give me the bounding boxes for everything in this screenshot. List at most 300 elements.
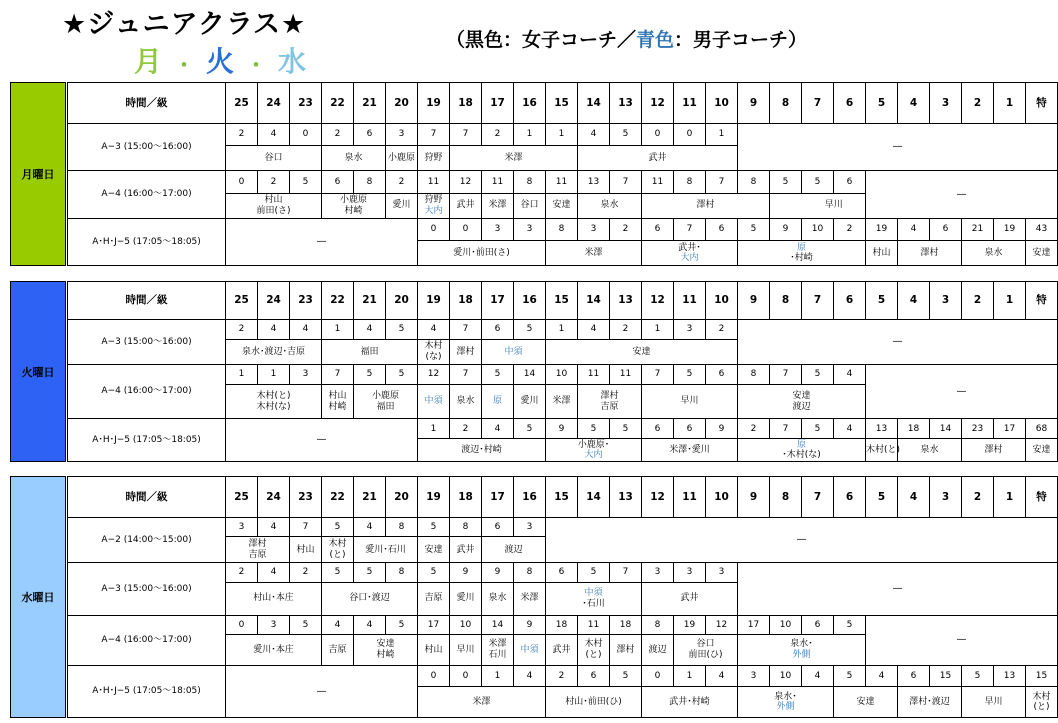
student-count: 6 (578, 665, 610, 687)
legend-pre: （黒色：女子コーチ／ (446, 29, 637, 51)
grade-header-row (68, 83, 1058, 124)
coach-cell (418, 439, 546, 462)
grade-header: 19 (418, 477, 450, 518)
student-count: 4 (578, 319, 610, 339)
student-count: 68 (1026, 419, 1058, 439)
student-count: 2 (482, 123, 514, 146)
coach-cell (962, 687, 1026, 718)
grade-header: 1 (994, 83, 1026, 124)
coach-name: 米澤 (504, 152, 523, 163)
student-count: 0 (418, 218, 450, 241)
count-row (68, 517, 1058, 536)
coach-cell (578, 384, 642, 419)
grade-header: 20 (386, 83, 418, 124)
student-count: 6 (930, 218, 962, 241)
coach-name: 愛川 (520, 396, 539, 407)
coach-cell (418, 339, 450, 364)
grade-header: 18 (450, 83, 482, 124)
student-count: 0 (290, 123, 322, 146)
grade-header: 17 (482, 282, 514, 320)
student-count: 5 (354, 563, 386, 582)
count-row (68, 123, 1058, 146)
grade-header-row (68, 282, 1058, 320)
grade-header: 25 (226, 83, 258, 124)
coach-cell (834, 687, 898, 718)
coach-cell (418, 146, 450, 171)
student-count: 8 (738, 364, 770, 384)
coach-name: 木村 (1032, 691, 1051, 702)
grade-header: 特 (1026, 83, 1058, 124)
coach-cell (482, 634, 514, 665)
student-count: 11 (642, 171, 674, 194)
no-class-dash: — (226, 419, 418, 462)
student-count: 10 (770, 615, 802, 634)
student-count: 3 (642, 563, 674, 582)
coach-name: (な) (425, 351, 442, 362)
student-count: 5 (802, 364, 834, 384)
student-count: 5 (290, 615, 322, 634)
coach-name: 澤村 (600, 391, 619, 402)
student-count: 1 (514, 123, 546, 146)
student-count: 5 (834, 665, 866, 687)
coach-cell (514, 634, 546, 665)
student-count: 11 (482, 171, 514, 194)
no-class-dash: — (866, 615, 1058, 665)
coach-name: 渡辺･村崎 (461, 444, 502, 455)
student-count: 5 (418, 563, 450, 582)
coach-cell (322, 339, 418, 364)
grade-header: 9 (738, 477, 770, 518)
student-count: 15 (930, 665, 962, 687)
student-count: 14 (514, 364, 546, 384)
coach-cell (546, 634, 578, 665)
grade-header: 1 (994, 477, 1026, 518)
grade-header: 24 (258, 477, 290, 518)
coach-cell (418, 384, 450, 419)
student-count: 2 (450, 419, 482, 439)
grade-header: 12 (642, 282, 674, 320)
coach-name: 吉原 (328, 644, 347, 655)
coach-cell (738, 634, 866, 665)
student-count: 5 (578, 419, 610, 439)
day-band: 月曜日 (10, 82, 66, 266)
student-count: 10 (450, 615, 482, 634)
coach-cell (450, 339, 482, 364)
student-count: 17 (994, 419, 1026, 439)
coach-cell (450, 384, 482, 419)
coach-name: 泉水 (456, 396, 475, 407)
coach-name: 谷口 (520, 200, 539, 211)
student-count: 5 (962, 665, 994, 687)
student-count: 6 (322, 171, 354, 194)
student-count: 1 (706, 123, 738, 146)
grade-header: 11 (674, 282, 706, 320)
student-count: 12 (418, 364, 450, 384)
student-count: 5 (354, 364, 386, 384)
coach-cell (514, 384, 546, 419)
coach-color-legend (446, 25, 807, 52)
class-time: A−2 (14:00〜15:00) (68, 517, 226, 562)
coach-name: ･石川 (582, 598, 605, 609)
coach-name: 武井 (456, 544, 475, 555)
student-count: 8 (642, 615, 674, 634)
coach-cell (546, 582, 642, 615)
student-count: 3 (674, 319, 706, 339)
student-count: 3 (578, 218, 610, 241)
student-count: 1 (322, 319, 354, 339)
coach-name: 愛川･前田(さ) (453, 247, 510, 258)
student-count: 4 (258, 517, 290, 536)
no-class-dash: — (738, 123, 1058, 170)
grade-header: 3 (930, 282, 962, 320)
student-count: 0 (418, 665, 450, 687)
student-count: 11 (546, 171, 578, 194)
count-row (68, 364, 1058, 384)
coach-name: 泉水 (920, 444, 939, 455)
monday-schedule (10, 82, 1051, 266)
student-count: 2 (546, 665, 578, 687)
student-count: 5 (738, 218, 770, 241)
coach-cell (226, 384, 322, 419)
student-count: 12 (450, 171, 482, 194)
coach-name: 村山 (872, 247, 891, 258)
coach-name: 村山･本庄 (253, 593, 294, 604)
coach-name: 泉水･ (774, 691, 797, 702)
coach-name: 小鹿原 (387, 152, 415, 163)
student-count: 13 (578, 171, 610, 194)
coach-cell (738, 384, 866, 419)
coach-name: 武井 (680, 593, 699, 604)
coach-cell (546, 439, 642, 462)
count-row (68, 319, 1058, 339)
coach-name: 泉水･ (790, 639, 813, 650)
student-count: 8 (514, 563, 546, 582)
class-time: A−3 (15:00〜16:00) (68, 123, 226, 170)
student-count: 2 (610, 218, 642, 241)
coach-cell (418, 582, 450, 615)
grade-header: 16 (514, 282, 546, 320)
coach-cell (322, 582, 418, 615)
coach-name: 渡辺 (504, 544, 523, 555)
student-count: 11 (610, 364, 642, 384)
coach-cell (610, 634, 642, 665)
student-count: 7 (418, 123, 450, 146)
student-count: 3 (514, 517, 546, 536)
coach-name: 武井 (648, 152, 667, 163)
grade-header: 4 (898, 477, 930, 518)
coach-cell (1026, 687, 1058, 718)
coach-name: 早川 (984, 696, 1003, 707)
count-row (68, 665, 1058, 687)
grade-header: 23 (290, 83, 322, 124)
student-count: 8 (354, 171, 386, 194)
grade-header: 19 (418, 83, 450, 124)
male-coach-name: 大内 (680, 253, 699, 264)
student-count: 7 (770, 364, 802, 384)
student-count: 11 (578, 615, 610, 634)
student-count: 4 (898, 218, 930, 241)
student-count: 9 (450, 563, 482, 582)
student-count: 18 (898, 419, 930, 439)
class-time: A−4 (16:00〜17:00) (68, 171, 226, 218)
student-count: 17 (418, 615, 450, 634)
coach-cell (578, 193, 642, 218)
day-label: 月 (134, 45, 163, 78)
grade-header: 11 (674, 477, 706, 518)
coach-name: 渡辺 (648, 644, 667, 655)
student-count: 7 (706, 171, 738, 194)
coach-cell (226, 146, 322, 171)
student-count: 5 (802, 419, 834, 439)
coach-name: 愛川 (392, 200, 411, 211)
grade-header: 17 (482, 83, 514, 124)
coach-name: 安達 (552, 200, 571, 211)
legend-post: ：男子コーチ） (674, 29, 808, 51)
student-count: 5 (610, 419, 642, 439)
student-count: 10 (802, 218, 834, 241)
student-count: 9 (546, 419, 578, 439)
coach-cell (450, 193, 482, 218)
grade-header: 24 (258, 83, 290, 124)
coach-cell (738, 439, 866, 462)
student-count: 2 (290, 563, 322, 582)
coach-name: 吉原 (248, 549, 267, 560)
student-count: 6 (354, 123, 386, 146)
class-time: A−3 (15:00〜16:00) (68, 563, 226, 615)
coach-cell (450, 582, 482, 615)
student-count: 2 (226, 123, 258, 146)
coach-name: 木村(と) (866, 444, 901, 455)
coach-cell (450, 634, 482, 665)
grade-header: 14 (578, 477, 610, 518)
student-count: 4 (354, 319, 386, 339)
student-count: 5 (418, 517, 450, 536)
coach-cell (514, 193, 546, 218)
coach-cell (354, 384, 418, 419)
coach-cell (642, 439, 738, 462)
coach-cell (386, 193, 418, 218)
student-count: 6 (898, 665, 930, 687)
coach-name: 安達 (1032, 247, 1051, 258)
student-count: 23 (962, 419, 994, 439)
student-count: 1 (546, 319, 578, 339)
coach-name: 泉水 (984, 247, 1003, 258)
coach-cell (322, 537, 354, 563)
coach-name: 村崎 (344, 205, 363, 216)
grade-header: 20 (386, 282, 418, 320)
student-count: 9 (482, 563, 514, 582)
day-band: 水曜日 (10, 476, 66, 718)
grade-header: 15 (546, 282, 578, 320)
coach-name: 澤村 (920, 247, 939, 258)
student-count: 6 (706, 364, 738, 384)
wednesday-schedule (10, 476, 1051, 718)
coach-name: 村崎 (376, 649, 395, 660)
coach-cell (418, 687, 546, 718)
coach-cell (770, 193, 898, 218)
student-count: 7 (610, 171, 642, 194)
coach-name: 泉水 (600, 200, 619, 211)
grade-header: 10 (706, 83, 738, 124)
grade-header: 特 (1026, 282, 1058, 320)
grade-header: 22 (322, 83, 354, 124)
student-count: 4 (258, 563, 290, 582)
student-count: 7 (322, 364, 354, 384)
coach-cell (482, 537, 546, 563)
coach-cell (226, 193, 322, 218)
student-count: 8 (674, 171, 706, 194)
male-coach-name: 原 (796, 242, 806, 253)
coach-cell (738, 687, 834, 718)
student-count: 4 (322, 615, 354, 634)
coach-name: 狩野 (424, 195, 443, 206)
grade-header: 19 (418, 282, 450, 320)
coach-cell (226, 339, 322, 364)
no-class-dash: — (738, 319, 1058, 364)
day-label: 火 (206, 45, 235, 78)
legend-blue: 青色 (636, 29, 675, 51)
coach-cell (226, 582, 322, 615)
student-count: 6 (482, 319, 514, 339)
coach-name: 渡辺 (792, 401, 811, 412)
student-count: 9 (770, 218, 802, 241)
student-count: 2 (226, 319, 258, 339)
coach-cell (354, 634, 418, 665)
coach-name: 安達 (424, 544, 443, 555)
student-count: 8 (386, 563, 418, 582)
grade-header: 25 (226, 282, 258, 320)
coach-name: ･木村(な) (782, 450, 821, 461)
no-class-dash: — (866, 364, 1058, 419)
coach-cell (642, 687, 738, 718)
coach-name: 武井･村崎 (669, 696, 710, 707)
student-count: 7 (450, 123, 482, 146)
coach-cell (322, 193, 386, 218)
count-row (68, 615, 1058, 634)
student-count: 4 (834, 364, 866, 384)
student-count: 5 (322, 563, 354, 582)
student-count: 13 (994, 665, 1026, 687)
student-count: 0 (674, 123, 706, 146)
grade-header: 12 (642, 83, 674, 124)
coach-cell (546, 193, 578, 218)
grade-header: 13 (610, 477, 642, 518)
student-count: 3 (386, 123, 418, 146)
coach-name: (と) (585, 649, 602, 660)
student-count: 6 (834, 171, 866, 194)
student-count: 5 (290, 171, 322, 194)
coach-cell (546, 384, 578, 419)
coach-cell (546, 339, 738, 364)
student-count: 7 (674, 218, 706, 241)
student-count: 14 (930, 419, 962, 439)
grade-header: 8 (770, 282, 802, 320)
grade-header: 9 (738, 282, 770, 320)
coach-cell (898, 439, 962, 462)
grade-header: 16 (514, 477, 546, 518)
coach-name: 米澤 (472, 696, 491, 707)
grade-header-row (68, 477, 1058, 518)
student-count: 8 (450, 517, 482, 536)
student-count: 5 (482, 364, 514, 384)
coach-cell (642, 193, 770, 218)
grade-header: 22 (322, 282, 354, 320)
student-count: 6 (802, 615, 834, 634)
coach-cell (898, 241, 962, 266)
student-count: 0 (450, 218, 482, 241)
coach-cell (546, 687, 642, 718)
coach-name: 米澤 (552, 396, 571, 407)
student-count: 1 (674, 665, 706, 687)
grade-header: 22 (322, 477, 354, 518)
grade-header: 7 (802, 83, 834, 124)
student-count: 5 (578, 563, 610, 582)
coach-name: 村山 (424, 644, 443, 655)
student-count: 5 (610, 123, 642, 146)
student-count: 5 (834, 615, 866, 634)
student-count: 5 (802, 171, 834, 194)
coach-cell (546, 241, 642, 266)
coach-cell (450, 537, 482, 563)
grade-header: 5 (866, 282, 898, 320)
coach-name: 武井 (456, 200, 475, 211)
coach-name: 福田 (376, 401, 395, 412)
male-coach-name: 原 (492, 396, 502, 407)
student-count: 0 (642, 123, 674, 146)
male-coach-name: 大内 (424, 205, 443, 216)
grade-header: 5 (866, 477, 898, 518)
student-count: 7 (770, 419, 802, 439)
student-count: 4 (354, 517, 386, 536)
grade-header: 2 (962, 83, 994, 124)
student-count: 13 (866, 419, 898, 439)
day-list (134, 40, 306, 80)
grade-header: 13 (610, 282, 642, 320)
class-time: A−3 (15:00〜16:00) (68, 319, 226, 364)
coach-cell (1026, 439, 1058, 462)
grade-header: 2 (962, 477, 994, 518)
coach-cell (898, 687, 962, 718)
male-coach-name: 原 (796, 439, 806, 450)
grade-header: 10 (706, 477, 738, 518)
coach-name: 愛川 (456, 593, 475, 604)
coach-cell (386, 146, 418, 171)
male-coach-name: 中須 (520, 644, 539, 655)
grade-header: 11 (674, 83, 706, 124)
coach-name: 澤村 (616, 644, 635, 655)
coach-name: 木村 (328, 539, 347, 550)
student-count: 4 (258, 319, 290, 339)
no-class-dash: — (226, 218, 418, 266)
coach-name: 吉原 (600, 401, 619, 412)
coach-name: 小鹿原･ (577, 439, 610, 450)
coach-name: 米澤 (488, 639, 507, 650)
student-count: 6 (546, 563, 578, 582)
student-count: 10 (546, 364, 578, 384)
student-count: 4 (834, 419, 866, 439)
coach-name: 村山 (296, 544, 315, 555)
student-count: 7 (450, 319, 482, 339)
class-time: A−4 (16:00〜17:00) (68, 364, 226, 419)
student-count: 9 (706, 419, 738, 439)
student-count: 2 (610, 319, 642, 339)
student-count: 4 (578, 123, 610, 146)
coach-name: (と) (329, 549, 346, 560)
student-count: 7 (642, 364, 674, 384)
schedule-table (67, 82, 1058, 266)
coach-cell (866, 439, 901, 462)
grade-header: 7 (802, 477, 834, 518)
